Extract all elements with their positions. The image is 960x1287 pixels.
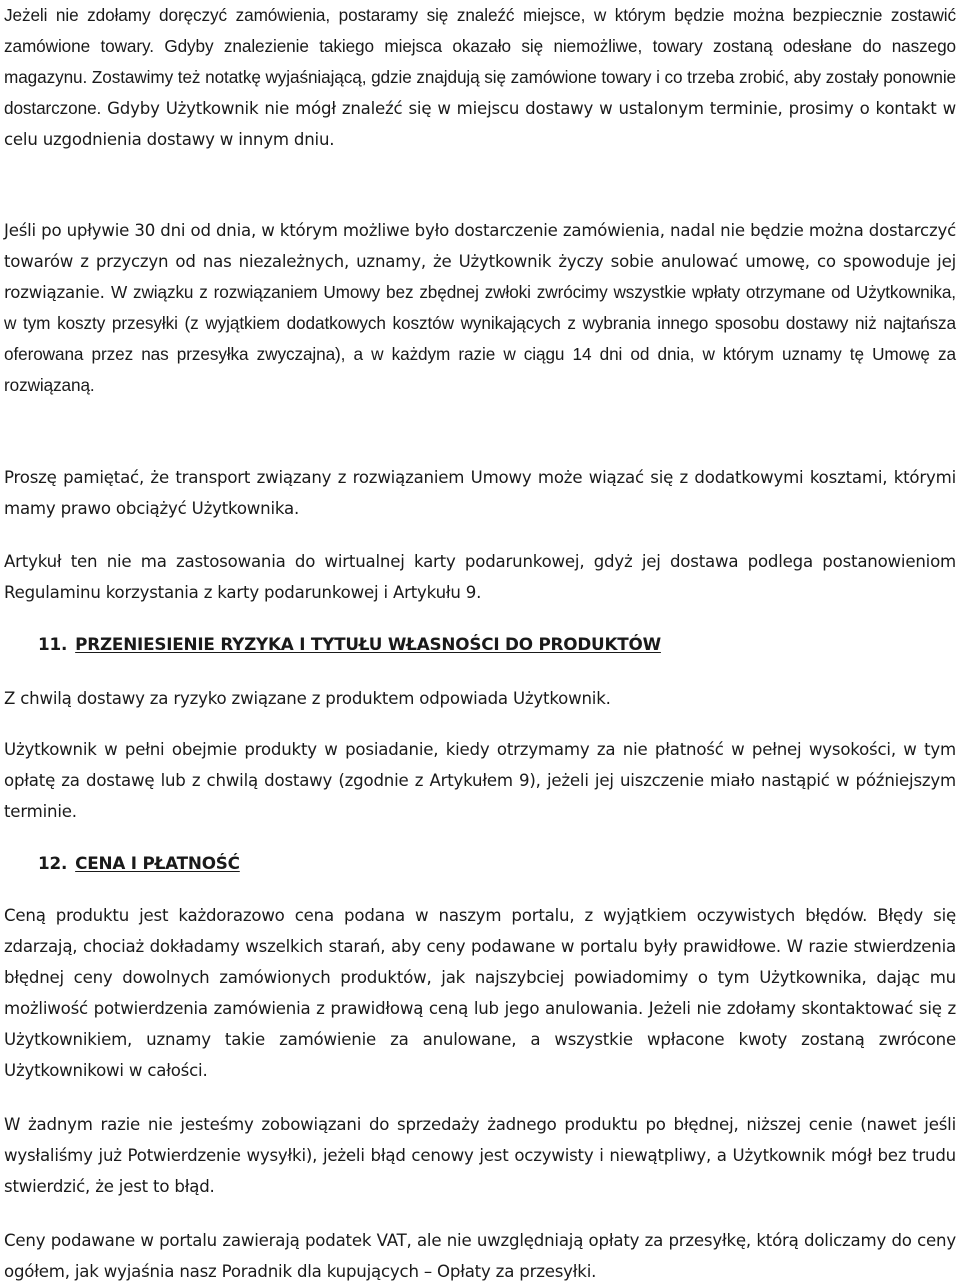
paragraph-risk-transfer <box>4 683 611 714</box>
paragraph-delivery-failure-text-b: Gdyby Użytkownik nie mógł znaleźć się w miejscu dostawy w ustalonym terminie, prosimy o kontakt w celu uzgodnienia dostawy w innym dniu. <box>4 99 956 149</box>
paragraph-gift-card-exclusion <box>4 546 956 608</box>
paragraph-no-obligation-wrong-price <box>4 1109 956 1202</box>
paragraph-delivery-failure <box>4 0 956 155</box>
paragraph-delivery-failure-text-a: Jeżeli nie zdołamy doręczyć zamówienia, postaramy się znaleźć miejsce, w którym będzie można bezpiecznie zostawić zamówione towary. Gdyby znalezienie takiego miejsca okazało się niemożliwe, towary zostaną odesłane do naszego magazynu. Zostawimy też notatkę wyjaśniającą, gdzie znajdują się zamówione towary i co trzeba zrobić, aby zostały ponownie dostarczone. <box>4 5 956 118</box>
paragraph-risk-transfer-text: Z chwilą dostawy za ryzyko związane z produktem odpowiada Użytkownik. <box>4 689 611 708</box>
paragraph-ownership-transfer-text: Użytkownik w pełni obejmie produkty w posiadanie, kiedy otrzymamy za nie płatność w pełnej wysokości, w tym opłatę za dostawę lub z chwilą dostawy (zgodnie z Artykułem 9), jeżeli jej uiszczenie miało nastąpić w późniejszym terminie. <box>4 740 956 821</box>
section-number-12: 12. <box>38 853 68 873</box>
section-title-12: CENA I PŁATNOŚĆ <box>75 853 240 873</box>
paragraph-ownership-transfer <box>4 734 956 827</box>
paragraph-price-errors-text: Ceną produktu jest każdorazowo cena podana w naszym portalu, z wyjątkiem oczywistych błędów. Błędy się zdarzają, chociaż dokładamy wszelkich starań, aby ceny podawane w portalu były prawidłowe. W razie stwierdzenia błędnej ceny dowolnych zamówionych produktów, jak najszybciej powiadomimy o tym Użytkownika, dając mu możliwość potwierdzenia zamówienia z prawidłową ceną lub jego anulowania. Jeżeli nie zdołamy skontaktować się z Użytkownikiem, uznamy takie zamówienie za anulowane, a wszystkie wpłacone kwoty zostaną zwrócone Użytkownikowi w całości. <box>4 906 956 1080</box>
section-heading-11 <box>4 629 661 660</box>
section-title-11: PRZENIESIENIE RYZYKA I TYTUŁU WŁASNOŚCI DO PRODUKTÓW <box>75 634 661 654</box>
paragraph-undeliverable-cancellation <box>4 215 956 401</box>
paragraph-vat-shipping-text: Ceny podawane w portalu zawierają podatek VAT, ale nie uwzględniają opłaty za przesyłkę, którą doliczamy do ceny ogółem, jak wyjaśnia nasz Poradnik dla kupujących – Opłaty za przesyłki. <box>4 1231 956 1281</box>
paragraph-price-errors <box>4 900 956 1086</box>
section-heading-12 <box>4 848 240 879</box>
paragraph-no-obligation-text: W żadnym razie nie jesteśmy zobowiązani do sprzedaży żadnego produktu po błędnej, niższej cenie (nawet jeśli wysłaliśmy już Potwierdzenie wysyłki), jeżeli błąd cenowy jest oczywisty i niewątpliwy, a Użytkownik mógł bez trudu stwierdzić, że jest to błąd. <box>4 1115 956 1196</box>
section-number-11: 11. <box>38 634 68 654</box>
paragraph-gift-card-text: Artykuł ten nie ma zastosowania do wirtualnej karty podarunkowej, gdyż jej dostawa podlega postanowieniom Regulaminu korzystania z karty podarunkowej i Artykułu 9. <box>4 552 956 602</box>
paragraph-transport-costs-text: Proszę pamiętać, że transport związany z rozwiązaniem Umowy może wiązać się z dodatkowymi kosztami, którymi mamy prawo obciążyć Użytkownika. <box>4 468 956 518</box>
paragraph-undeliverable-text-a: Jeśli po upływie 30 dni od dnia, w którym możliwe było dostarczenie zamówienia, nadal nie będzie można dostarczyć towarów z przyczyn od nas niezależnych, uznamy, że Użytkownik życzy sobie anulować umowę, co spowoduje jej rozwiązanie. <box>4 221 956 302</box>
paragraph-transport-costs <box>4 462 956 524</box>
paragraph-undeliverable-text-b: W związku z rozwiązaniem Umowy bez zbędnej zwłoki zwrócimy wszystkie wpłaty otrzymane od Użytkownika, w tym koszty przesyłki (z wyjątkiem dodatkowych kosztów wynikających z wybrania innego sposobu dostawy niż najtańsza oferowana przez nas przesyłka zwyczajna), a w każdym razie w ciągu 14 dni od dnia, w którym uznamy tę Umowę za rozwiązaną. <box>4 282 956 395</box>
paragraph-vat-and-shipping <box>4 1225 956 1287</box>
